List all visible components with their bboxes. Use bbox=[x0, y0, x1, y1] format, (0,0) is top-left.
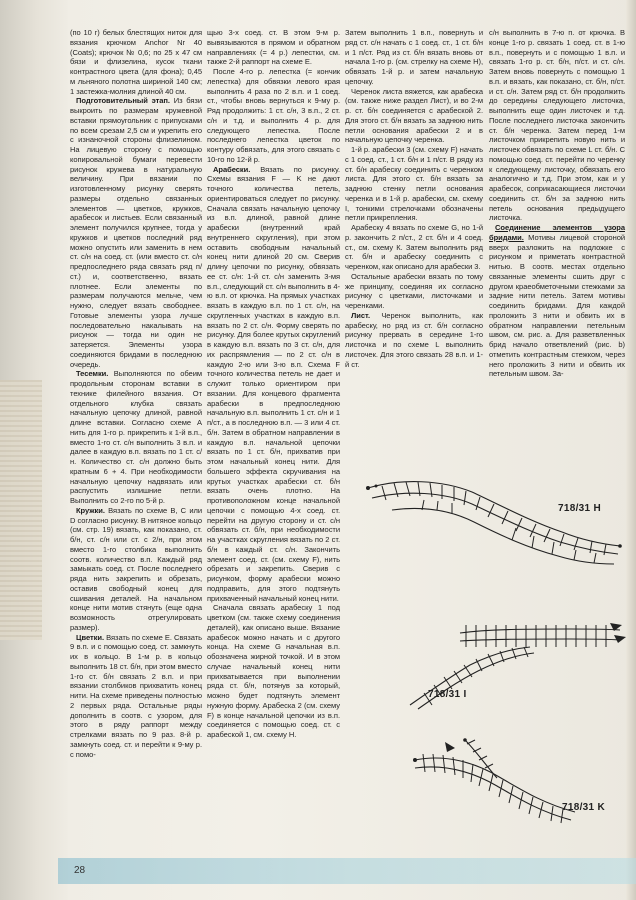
diagram-label-h: 718/31 H bbox=[558, 503, 601, 514]
diagram-label-k: 718/31 K bbox=[562, 802, 605, 813]
paragraph-leaf: Лист. Черенок выполнить, как арабеску, но ряд из ст. б/н согласно рисунку прервать в середине 1-го листочка и по схеме L выполнить листочек. Для этого связать 28 в.п. и 1-й ст. bbox=[345, 310, 483, 369]
photo-edge bbox=[0, 380, 42, 640]
heading-preparation: Подготовительный этап. bbox=[76, 96, 170, 106]
paragraph-flowers: Цветки. Вязать по схеме Е. Связать 9 в.п. и с помощью соед. ст. замкнуть их в кольцо. В 1-м р. в кольцо выполнить 18 ст. б/н, при этом вместо 1-го ст. б/н связать 2 в.п. и при вязании столбиков прихватить конец нити. На схеме приведены полностью 2 первых ряда. Остальные ряды дополнить в соотв. с узором, для этого в ряду раппорт между стрелками вязать по 9 раз. 8-й р. замкнуть соед. ст. и перейти к 9-му р. с помо- bbox=[70, 632, 202, 759]
paragraph-arabesque-4: Арабеску 4 вязать по схеме G, но 1-й р. закончить 2 п/ст., 2 ст. б/н и 4 соед. ст., см. схему К. Затем выполнить ряд ст. б/н и арабеску соединить с черенком, как описано для арабески 3. bbox=[345, 223, 483, 271]
paragraph-leaf-continue: с/н выполнить в 7-ю п. от крючка. В конце 1-го р. связать 1 соед. ст. в 1-ю в.п., повернуть и с помощью 1 в.п. и связать 1-го р. ст. б/н, п/ст. и ст. с/н. Затем вновь повернуть с помощью 1 в.п. и вязать, как показано, ст. б/н, п/ст. и ст. с/н. Затем ряд ст. б/н продолжить до середины следующего листочка, выполнить еще один листочек и т.д. После последнего листочка закончить ст. б/н черенка. Затем перед 1-м листочком прикрепить новую нить и листочек обвязать по схеме L ст. б/н. С помощью соед. ст. перейти по черенку к следующему листочку, обвязать его аналогично и т.д. При этом, как и у арабесок, соприкасающиеся листочки соединить ст. б/н за заднюю нить петель основания предыдущего листочка. bbox=[489, 28, 625, 223]
paragraph-ribbons: Тесемки. Выполняются по обеим продольным сторонам вставки в технике филейного вязания. От отдельного клубка связать начальную цепочку длиной, равной длине вставки. Согласно схеме А нить для 1-го р. прикрепить к 1-й в.п., вместо 1-го ст. с/н выполнить 3 в.п. и далее в каждую в.п. вязать по 1 ст. с/н. Количество ст. с/н должно быть кратным 6 + 4. При необходимости начальную цепочку надвязать или распустить излишние петли. Выполнить со 2-го по 5-й р. bbox=[70, 369, 203, 505]
heading-arabesques: Арабески. bbox=[213, 164, 251, 174]
crochet-diagram-k bbox=[405, 720, 630, 840]
paragraph-arabesques: Арабески. Вязать по рисунку. Схемы вязания F — K не дают точного количества петель, ориентироваться следует по рисунку. Сначала связать начальную цепочку из в.п. длиной, равной длине арабески (внутренний край внутреннего скругления), при этом оставить свободным начальный конец нити длиной 20 см. Сверив длину цепочки по рисунку, обвязать ее ст. с/н: 1-й ст. с/н заменить 3-мя в.п., следующий ст. с/н выполнить в 4-ю в.п. от крючка. На прямых участках вязать в каждую в.п. по 1 ст. с/н, на скругленных участках в каждую в.п. вязать по 2 ст. с/н. Форму сверять по рисунку. Для более крутых скруглений в каждую в.п. вязать по 3 ст. с/н, для их распрямления — по 2 ст. с/н в каждую 2-ю или 3-ю в.п. Схема F точного количества петель не дает и служит только ориентиром при вязании. Для концевого фрагмента арабески в предпоследнюю начальную в.п. выполнить 1 ст. с/н и 1 п/ст., а в последнюю в.п. — 3 или 4 ст. б/н. Затем в обратном направлении в каждую в.п. начальной цепочки вязать по 1 ст. б/н, прихватив при этом начальный конец нити. Для большего эффекта скручивания на крутых участках арабески ст. б/н вязать очень плотно. На противоположном конце начальной цепочки с помощью 4-х соед. ст. перейти на другую сторону и ст. с/н обвязать ст. б/н, при необходимости на участках скругления вязать по 2 ст. б/н в каждый ст. с/н. Закончить элемент соед. ст. (см. схему F), нить обрезать и закрепить. Сверив с рисунком, форму арабески можно подправить, для этого подтянуть прихваченный начальный конец нити. bbox=[207, 164, 341, 603]
text-column-4 bbox=[489, 28, 625, 379]
text-column-3 bbox=[345, 28, 483, 369]
paragraph-other-arabesques: Остальные арабески вязать по тому же принципу, соединяя их согласно рисунку с цветками, листочками и черенками. bbox=[345, 271, 483, 310]
footer-band bbox=[58, 858, 636, 884]
page-number: 28 bbox=[74, 865, 86, 876]
paragraph-circles: Кружки. Вязать по схеме В, С или D согласно рисунку. В нитяное кольцо (см. стр. 19) вязать, как показано, ст. б/н, ст. с/н или ст. с 2/н, при этом вместо 1-го столбика выполнить соотв. количество в.п. Каждый ряд замыкать соед. ст. После последнего ряда нить закрепить и обрезать, оставив свободный конец для сшивания деталей. На начальном конце нити мотив стянуть (еще одна возможность отрегулировать размер). bbox=[70, 505, 202, 632]
heading-flowers: Цветки. bbox=[76, 632, 105, 642]
paragraph-arabesque-1: Сначала связать арабеску 1 под цветком (см. также схему соединения деталей), как описано выше. Вязание арабесок можно начать и с другого конца. На схеме G начальная в.п. обозначена жирной точкой. И в этом случае начальный конец нити прихватывается при выполнении ряда ст. б/н, потянув за который, можно будет подтянуть элемент нужную форму. Арабеска 2 (см. схему F) в конце начальной цепочки из в.п. соединяется с помощью соед. ст. с арабеской 1, см. схему Н. bbox=[207, 603, 340, 739]
paragraph-stem: Черенок листа вяжется, как арабеска (см. также ниже раздел Лист), и во 2-м р. ст. б/н соединяется с арабеской 2. Для этого ст. б/н вязать за заднюю нить петли основания арабески 2 и в начальную цепочку черенка. bbox=[345, 86, 483, 145]
paragraph-joining: Соединение элементов узора бридами. Мотивы лицевой стороной вверх разложить на подложке с рисунком и приметать контрастной нитью. В соотв. местах отдельно связанные элементы сшить друг с другом краеобметочными стежками за задние нити петель. Затем мотивы соединить бридами. Для каждой проложить 3 нити и обвить их в обратном направлении петельным швом, см. рис. а. Для разветвленных брид начало ответвлений (рис. b) отметить контрастным стежком, через него проложить 3 нити и обвить их петельным швом. За- bbox=[489, 223, 626, 379]
paragraph-row-continue: Затем выполнить 1 в.п., повернуть и ряд ст. с/н начать с 1 соед. ст., 1 ст. б/н и 1 п/ст. Ряд из ст. б/н вязать вновь от начала 1-го р. (см. стрелку на схеме Н), обвязать 1-й р. и затем начальную цепочку. bbox=[345, 28, 483, 86]
crochet-diagram-h bbox=[362, 470, 632, 590]
heading-leaf: Лист. bbox=[351, 310, 371, 320]
heading-ribbons: Тесемки. bbox=[76, 369, 109, 379]
paragraph-petal-edge: После 4-го р. лепестка (= кончик лепестка) для обвязки левого края выполнить 4 раза по 2 в.п. и 1 соед. ст., чтобы вновь вернуться к 9-му р. Ряд продолжить: 1 ст. с/н, 3 в.п., 2 ст. с/н и т.д. и выполнить 4 р. для следующего лепестка. После последнего лепестка цветок по контуру обвязать, для этого связать с 10-го по 12-й р. bbox=[207, 67, 340, 164]
paragraph-petals: щью 3-х соед. ст. В этом 9-м р. вывязываются в прямом и обратном направлениях (= 4 р.) лепестки, см. также 2-й раппорт на схеме Е. bbox=[207, 28, 340, 67]
paragraph-preparation: Подготовительный этап. Из бязи выкроить по размерам кружевной вставки прямоугольник с припусками по всем срезам 2,5 см и укрепить его с изнаночной стороны флизелином. На лицевую сторону с помощью копировальной бумаги перевести рисунок кружева в натуральную величину. При вязании по изготовленному рисунку сверять размеры отдельно связанных элементов — цветков, кружков, арабесок и листьев. Если связанный элемент получился крупнее, тогда у кружков и цветков последний ряд можно опустить или заменить в нем ст. с/н на соед. ст. (или вместо ст. с/н предпоследнего ряда связать ряд п/ст.) и, соответственно, вязать плотнее. Если элементы по размерам получаются мельче, чем нужно, следует вязать свободнее. Готовые элементы узора лучше последовательно накалывать на рисунок — тогда ни один не затеряется. Элементы узора соединяются бридами в последнюю очередь. bbox=[70, 96, 202, 369]
paragraph-arabesque-3: 1-й р. арабески 3 (см. схему F) начать с 1 соед. ст., 1 ст. б/н и 1 п/ст. В ряду из ст. б/н арабеску соединить с черенком листа. Для этого ст. б/н вязать за заднюю стенку петли основания черенка и в 1-й р. арабески, см. схему I, тонкими стрелочками обозначены петли прикрепления. bbox=[345, 145, 483, 223]
text-column-1 bbox=[70, 28, 202, 759]
text-column-2 bbox=[207, 28, 340, 740]
materials-paragraph: (по 10 г) белых блестящих ниток для вязания крючком Anchor Nr 40 (Coats); крючок № 0,6; по 25 х 47 см бязи и флизелина, кусок ткани контрастного цвета (для фона); 0,45 м льняного полотна шириной 140 см; 1 застежка-молния длиной 40 см. bbox=[70, 28, 202, 96]
diagram-label-i: 718/31 I bbox=[428, 689, 467, 700]
heading-circles: Кружки. bbox=[76, 505, 105, 515]
heading-joining: Соединение элементов узора бридами. bbox=[489, 223, 625, 242]
